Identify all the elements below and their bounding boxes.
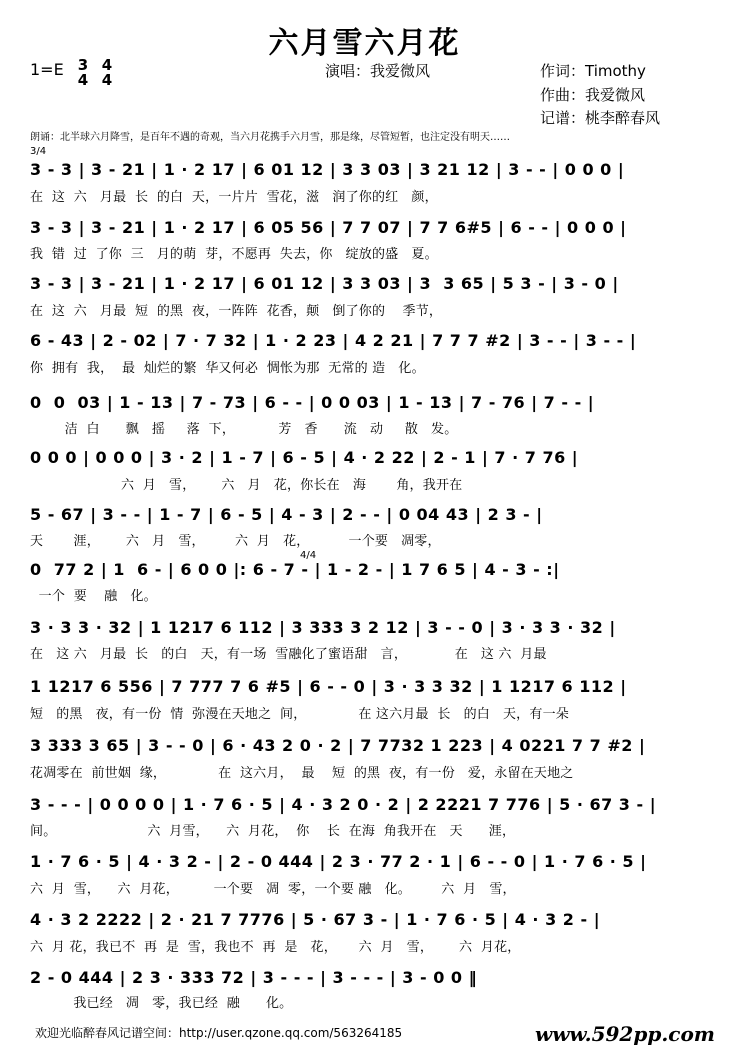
- row-9-notes: 3 · 3 3 · 32 | 1 1217 6 112 | 3 333 3 2 12 | 3 - - 0 | 3 · 3 3 · 32 |: [30, 618, 616, 637]
- row-15-notes: 2 - 0 444 | 2 3 · 333 72 | 3 - - - | 3 - - - | 3 - 0 0 ‖: [30, 968, 478, 987]
- row-4-notes: 6 - 43 | 2 - 02 | 7 · 7 32 | 1 · 2 23 | 4 2 21 | 7 7 7 #2 | 3 - - | 3 - - |: [30, 331, 637, 350]
- row-12-lyrics: 间。 六 月雪， 六 月花， 你 长 在海 角我开在 天 涯，: [30, 824, 516, 839]
- row-14-notes: 4 · 3 2 2222 | 2 · 21 7 7776 | 5 · 67 3 - | 1 · 7 6 · 5 | 4 · 3 2 - |: [30, 910, 601, 929]
- intro-recitation: 朗诵：北半球六月降雪，是百年不遇的奇观，当六月花携手六月雪，那是缘，尽管短暂，也注定没有明天……: [30, 132, 510, 143]
- row-11-notes: 3 333 3 65 | 3 - - 0 | 6 · 43 2 0 · 2 | 7 7732 1 223 | 4 0221 7 7 #2 |: [30, 736, 646, 755]
- time-sig-top: 3: [77, 56, 89, 74]
- row-15-lyrics: 我已经 凋 零，我已经 融 化。: [30, 996, 293, 1011]
- row-7-notes: 5 - 67 | 3 - - | 1 - 7 | 6 - 5 | 4 - 3 | 2 - - | 0 04 43 | 2 3 - |: [30, 505, 543, 524]
- footer-visit-text: 欢迎光临醉春风记谱空间：http://user.qzone.qq.com/563264185: [35, 1026, 403, 1040]
- row-6-notes: 0 0 0 | 0 0 0 | 3 · 2 | 1 - 7 | 6 - 5 | 4 · 2 22 | 2 - 1 | 7 · 7 76 |: [30, 448, 579, 467]
- row-9-lyrics: 在 这 六 月最 长 的白 天，有一场 雪融化了蜜语甜 言， 在 这 六 月最: [30, 647, 547, 662]
- row-14-lyrics: 六 月 花，我已不 再 是 雪，我也不 再 是 花， 六 月 雪， 六 月花，: [30, 940, 521, 955]
- row-5-notes: 0 0 03 | 1 - 13 | 7 - 73 | 6 - - | 0 0 03 | 1 - 13 | 7 - 76 | 7 - - |: [30, 393, 595, 412]
- row-8-notes: 0 77 2 | 1 6 - | 6 0 0 |: 6 - 7 - | 1 - 2 - | 1 7 6 5 | 4 - 3 - :|: [30, 560, 560, 579]
- time-sig-top: 4: [101, 56, 113, 74]
- time-signature-4-4: [100, 58, 114, 88]
- row-1-notes: 3 - 3 | 3 - 21 | 1 · 2 17 | 6 01 12 | 3 3 03 | 3 21 12 | 3 - - | 0 0 0 |: [30, 160, 625, 179]
- row-9-label: 4/4: [300, 550, 317, 561]
- row-7-lyrics: 天 涯， 六 月 雪， 六 月 花， 一个要 凋零，: [30, 534, 441, 549]
- singer-credit: 演唱：我爱微风: [325, 62, 431, 80]
- song-title: 六月雪六月花: [268, 26, 461, 61]
- row-1-lyrics: 在 这 六 月最 长 的白 天，一片片 雪花，滋 润了你的红 颜，: [30, 190, 438, 205]
- row-6-lyrics: 六 月 雪， 六 月 花，你长在 海 角，我开在: [30, 478, 463, 493]
- row-13-lyrics: 六 月 雪， 六 月花， 一个要 凋 零，一个要 融 化。 六 月 雪，: [30, 882, 516, 897]
- row-8-lyrics: 一个 要 融 化。: [30, 589, 157, 604]
- row-13-notes: 1 · 7 6 · 5 | 4 · 3 2 - | 2 - 0 444 | 2 3 · 77 2 · 1 | 6 - - 0 | 1 · 7 6 · 5 |: [30, 852, 647, 871]
- row-11-lyrics: 花凋零在 前世姻 缘， 在 这六月， 最 短 的黑 夜，有一份 爱，永留在天地之: [30, 766, 574, 781]
- lyricist-credit: 作词：Timothy: [540, 62, 646, 80]
- composer-credit: 作曲：我爱微风: [540, 86, 646, 104]
- time-sig-bottom: 4: [77, 71, 89, 89]
- row-3-notes: 3 - 3 | 3 - 21 | 1 · 2 17 | 6 01 12 | 3 3 03 | 3 3 65 | 5 3 - | 3 - 0 |: [30, 274, 619, 293]
- row-3-lyrics: 在 这 六 月最 短 的黑 夜，一阵阵 花香，颠 倒了你的 季节，: [30, 304, 443, 319]
- row-2-lyrics: 我 错 过 了你 三 月的萌 芽，不愿再 失去，你 绽放的盛 夏。: [30, 247, 438, 262]
- row-5-lyrics: 洁 白 飘 摇 落 下， 芳 香 流 动 散 发。: [30, 422, 458, 437]
- transcriber-credit: 记谱：桃李醉春风: [540, 109, 661, 127]
- row-4-lyrics: 你 拥有 我， 最 灿烂的繁 华又何必 惆怅为那 无常的 造 化。: [30, 361, 425, 376]
- row-10-notes: 1 1217 6 556 | 7 777 7 6 #5 | 6 - - 0 | 3 · 3 3 32 | 1 1217 6 112 |: [30, 677, 627, 696]
- key-signature: 1=E: [30, 60, 64, 79]
- row-12-notes: 3 - - - | 0 0 0 0 | 1 · 7 6 · 5 | 4 · 3 2 0 · 2 | 2 2221 7 776 | 5 · 67 3 - |: [30, 795, 657, 814]
- row-1-label: 3/4: [30, 146, 47, 157]
- row-2-notes: 3 - 3 | 3 - 21 | 1 · 2 17 | 6 05 56 | 7 7 07 | 7 7 6#5 | 6 - - | 0 0 0 |: [30, 218, 627, 237]
- time-sig-bottom: 4: [101, 71, 113, 89]
- time-signature-3-4: [76, 58, 90, 88]
- row-10-lyrics: 短 的黑 夜，有一份 情 弥漫在天地之 间， 在 这六月最 长 的白 天，有一朵: [30, 707, 569, 722]
- footer-watermark: www.592pp.com: [535, 1022, 715, 1046]
